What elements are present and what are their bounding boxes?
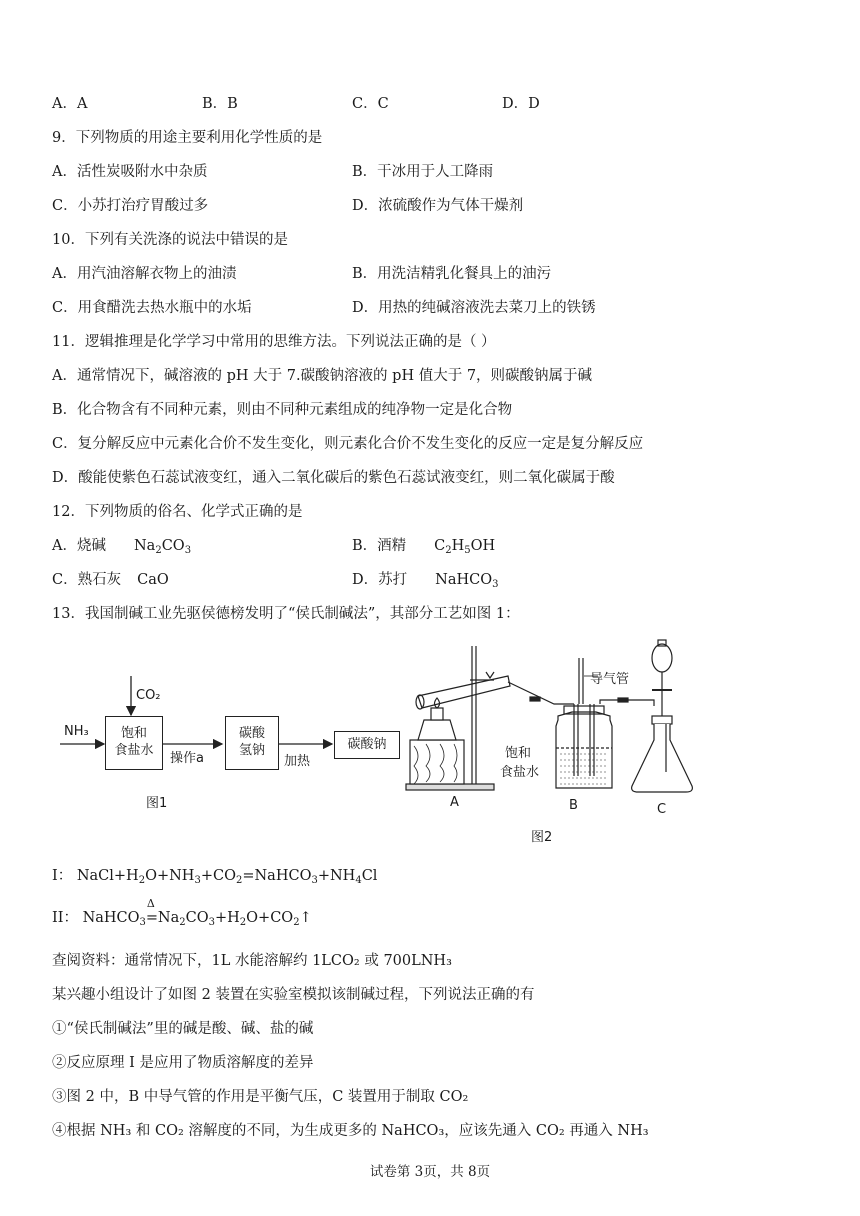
q12-d-formula: NaHCO$_3$ [435, 572, 499, 590]
q13-statement-1: ①“侯氏制碱法”里的碱是酸、碱、盐的碱 [52, 1021, 314, 1037]
q12-a-name: A．烧碱 [52, 538, 106, 554]
fig1-box-brine-line1: 饱和 [120, 726, 147, 741]
q10-stem: 10．下列有关洗涤的说法中错误的是 [52, 232, 288, 248]
page-footer: 试卷第 3页，共 8页 [369, 1164, 491, 1180]
q12-b-formula: $C_2H_5OH$ [434, 538, 496, 556]
fig1-box-nahco3-line1: 碳酸 [238, 726, 265, 741]
q12-option-a [52, 537, 191, 555]
fig1-box-nahco3-line2: 氢钠 [238, 743, 265, 758]
q10-option-d: D．用热的纯碱溶液洗去菜刀上的铁锈 [352, 300, 596, 316]
q11-option-c: C．复分解反应中元素化合价不发生变化，则元素化合价不发生变化的反应一定是复分解反应 [52, 436, 644, 452]
fig2-label-b: B [569, 798, 578, 813]
fig1-caption: 图1 [146, 796, 168, 811]
q9-option-b: B．干冰用于人工降雨 [352, 164, 494, 180]
q13-intro: 某兴趣小组设计了如图 2 装置在实验室模拟该制碱过程，下列说法正确的有 [52, 987, 535, 1003]
q8-option-c: C．C [352, 96, 389, 112]
q11-option-a: A．通常情况下，碱溶液的 pH 大于 7.碳酸钠溶液的 pH 值大于 7，则碳酸钠属于碱 [52, 368, 593, 384]
fig2-label-a: A [450, 795, 459, 810]
fig2-label-c: C [657, 802, 667, 817]
q9-option-d: D．浓硫酸作为气体干燥剂 [352, 198, 524, 214]
fig1-nh3-label: NH₃ [64, 724, 89, 739]
q10-option-c: C．用食醋洗去热水瓶中的水垢 [52, 300, 252, 316]
q8-option-d: D．D [502, 96, 540, 112]
fig2-brine-label-line2: 食盐水 [500, 765, 540, 780]
q11-option-b: B．化合物含有不同种元素，则由不同种元素组成的纯净物一定是化合物 [52, 402, 513, 418]
fig1-heat-label: 加热 [284, 754, 311, 769]
q10-option-b: B．用洗洁精乳化餐具上的油污 [352, 266, 552, 282]
q12-d-name: D．苏打 [352, 572, 408, 588]
q12-stem: 12．下列物质的俗名、化学式正确的是 [52, 504, 303, 520]
q13-statement-2: ②反应原理 I 是应用了物质溶解度的差异 [52, 1055, 314, 1071]
q13-statement-3: ③图 2 中，B 中导气管的作用是平衡气压，C 装置用于制取 CO₂ [52, 1089, 469, 1105]
q8-option-a: A．A [52, 96, 88, 112]
fig1-co2-label: CO₂ [136, 688, 161, 703]
fig1-box-na2co3: 碳酸钠 [334, 731, 400, 759]
q11-option-d: D．酸能使紫色石蕊试液变红，通入二氧化碳后的紫色石蕊试液变红，则二氧化碳属于酸 [52, 470, 615, 486]
q11-stem: 11．逻辑推理是化学学习中常用的思维方法。下列说法正确的是（ ） [52, 334, 496, 350]
fig2-gas-tube-label: 导气管 [590, 672, 630, 687]
q12-option-d [352, 571, 498, 589]
q12-a-formula: $Na_2CO_3$ [133, 538, 192, 556]
fig2-caption: 图2 [531, 830, 553, 845]
equation-1-prefix: I： [52, 868, 73, 884]
q9-option-c: C．小苏打治疗胃酸过多 [52, 198, 209, 214]
equation-2-prefix: II： [52, 910, 78, 926]
q9-stem: 9．下列物质的用途主要利用化学性质的是 [52, 130, 323, 146]
fig1-operation-a: 操作a [170, 751, 204, 766]
q12-c-name: C．熟石灰 [52, 572, 122, 588]
equation-2: II： NaHCO$_3$ Δ $=Na_2CO_3+H_2O+CO_2↑$ [52, 897, 312, 928]
q8-option-b: B．B [202, 96, 238, 112]
equation-1: I： $NaCl+H_2O+NH_3+CO_2=NaHCO_3+NH_4Cl$ [52, 868, 378, 886]
fig1-box-nahco3 [225, 716, 279, 770]
q12-option-b [352, 537, 495, 555]
q12-c-formula: CaO [137, 572, 169, 588]
q12-b-name: B．酒精 [352, 538, 407, 554]
q12-option-c [52, 571, 169, 589]
q10-option-a: A．用汽油溶解衣物上的油渍 [52, 266, 237, 282]
fig1-box-brine-line2: 食盐水 [114, 743, 154, 758]
fig2-brine-label-line1: 饱和 [505, 746, 532, 761]
q13-statement-4: ④根据 NH₃ 和 CO₂ 溶解度的不同，为生成更多的 NaHCO₃，应该先通入 CO₂ 再通入 NH₃ [52, 1123, 649, 1139]
fig1-box-brine [105, 716, 163, 770]
q13-stem: 13．我国制碱工业先驱侯德榜发明了“侯氏制碱法”，其部分工艺如图 1： [52, 606, 520, 622]
q9-option-a: A．活性炭吸附水中杂质 [52, 164, 208, 180]
q13-info: 查阅资料：通常情况下，1L 水能溶解约 1LCO₂ 或 700LNH₃ [52, 953, 452, 969]
